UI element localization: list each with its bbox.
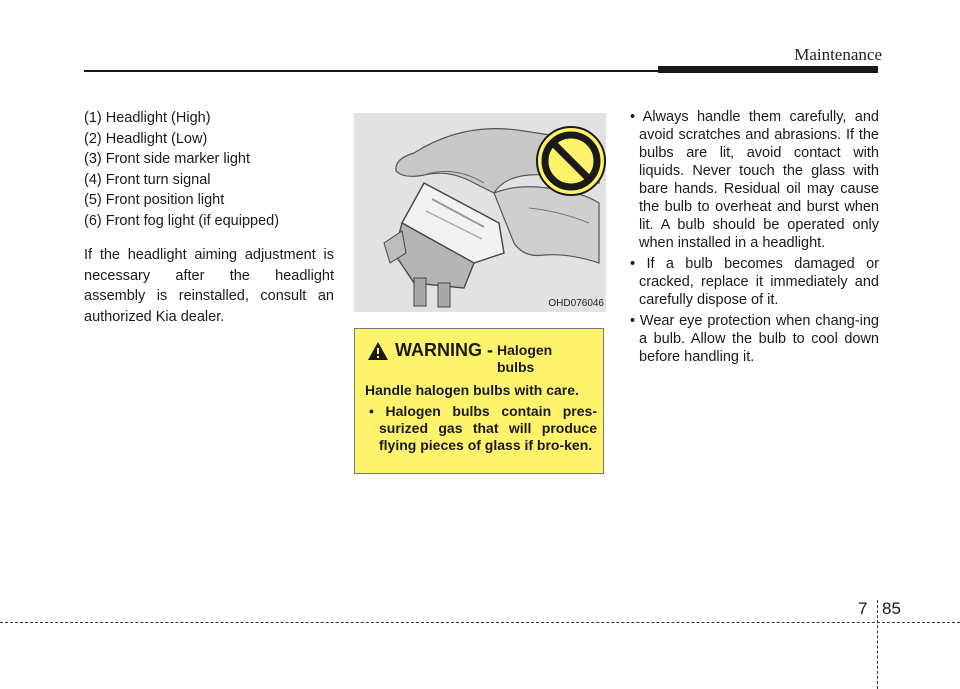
left-column xyxy=(84,108,334,327)
list-item: (2) Headlight (Low) xyxy=(84,130,208,147)
list-item: (3) Front side marker light xyxy=(84,151,250,167)
footer-rule xyxy=(0,622,960,623)
footer-divider xyxy=(877,600,878,689)
list-item: • Always handle them carefully, and avoid scratches and abrasions. If the bulbs are lit, avoid contact with liquids. Never touch the glass with bare hands. Residual oil may cause the bulb to overheat and burst when lit. A bulb should be operated only when installed in a headlight. xyxy=(630,109,879,251)
warning-triangle-icon xyxy=(367,341,389,361)
chapter-number: 7 xyxy=(858,599,868,618)
list-item: • If a bulb becomes damaged or cracked, replace it immediately and carefully dispose of it. xyxy=(630,256,880,308)
hand-holding-bulb-illustration xyxy=(354,113,606,312)
header-rule-thick xyxy=(658,66,878,73)
right-column xyxy=(625,108,879,369)
list-item: • Wear eye protection when chang-ing a bulb. Allow the bulb to cool down before handling it. xyxy=(630,313,879,365)
warning-box xyxy=(354,328,604,474)
warning-bullet: • Halogen bulbs contain pres-surized gas that will produce flying pieces of glass if bro-ken. xyxy=(369,403,597,453)
list-item: (6) Front fog light (if equipped) xyxy=(84,212,280,229)
warning-title: WARNING - xyxy=(395,340,493,360)
warning-subtitle: Halogen bulbs xyxy=(497,342,553,375)
bulb-handling-illustration xyxy=(354,113,606,312)
list-item: (5) Front position light xyxy=(84,192,225,208)
section-title: Maintenance xyxy=(794,45,882,64)
list-item: (4) Front turn signal xyxy=(84,171,211,188)
warning-instruction: Handle halogen bulbs with care. xyxy=(365,382,579,398)
dealer-note: If the headlight aiming adjustment is necessary after the headlight assembly is reinstalled, consult an authorized Kia dealer. xyxy=(84,247,334,325)
figure-code: OHD076046 xyxy=(548,298,604,309)
list-item: (1) Headlight (High) xyxy=(84,110,211,126)
header-rule xyxy=(84,70,664,72)
page-number: 85 xyxy=(882,599,901,618)
